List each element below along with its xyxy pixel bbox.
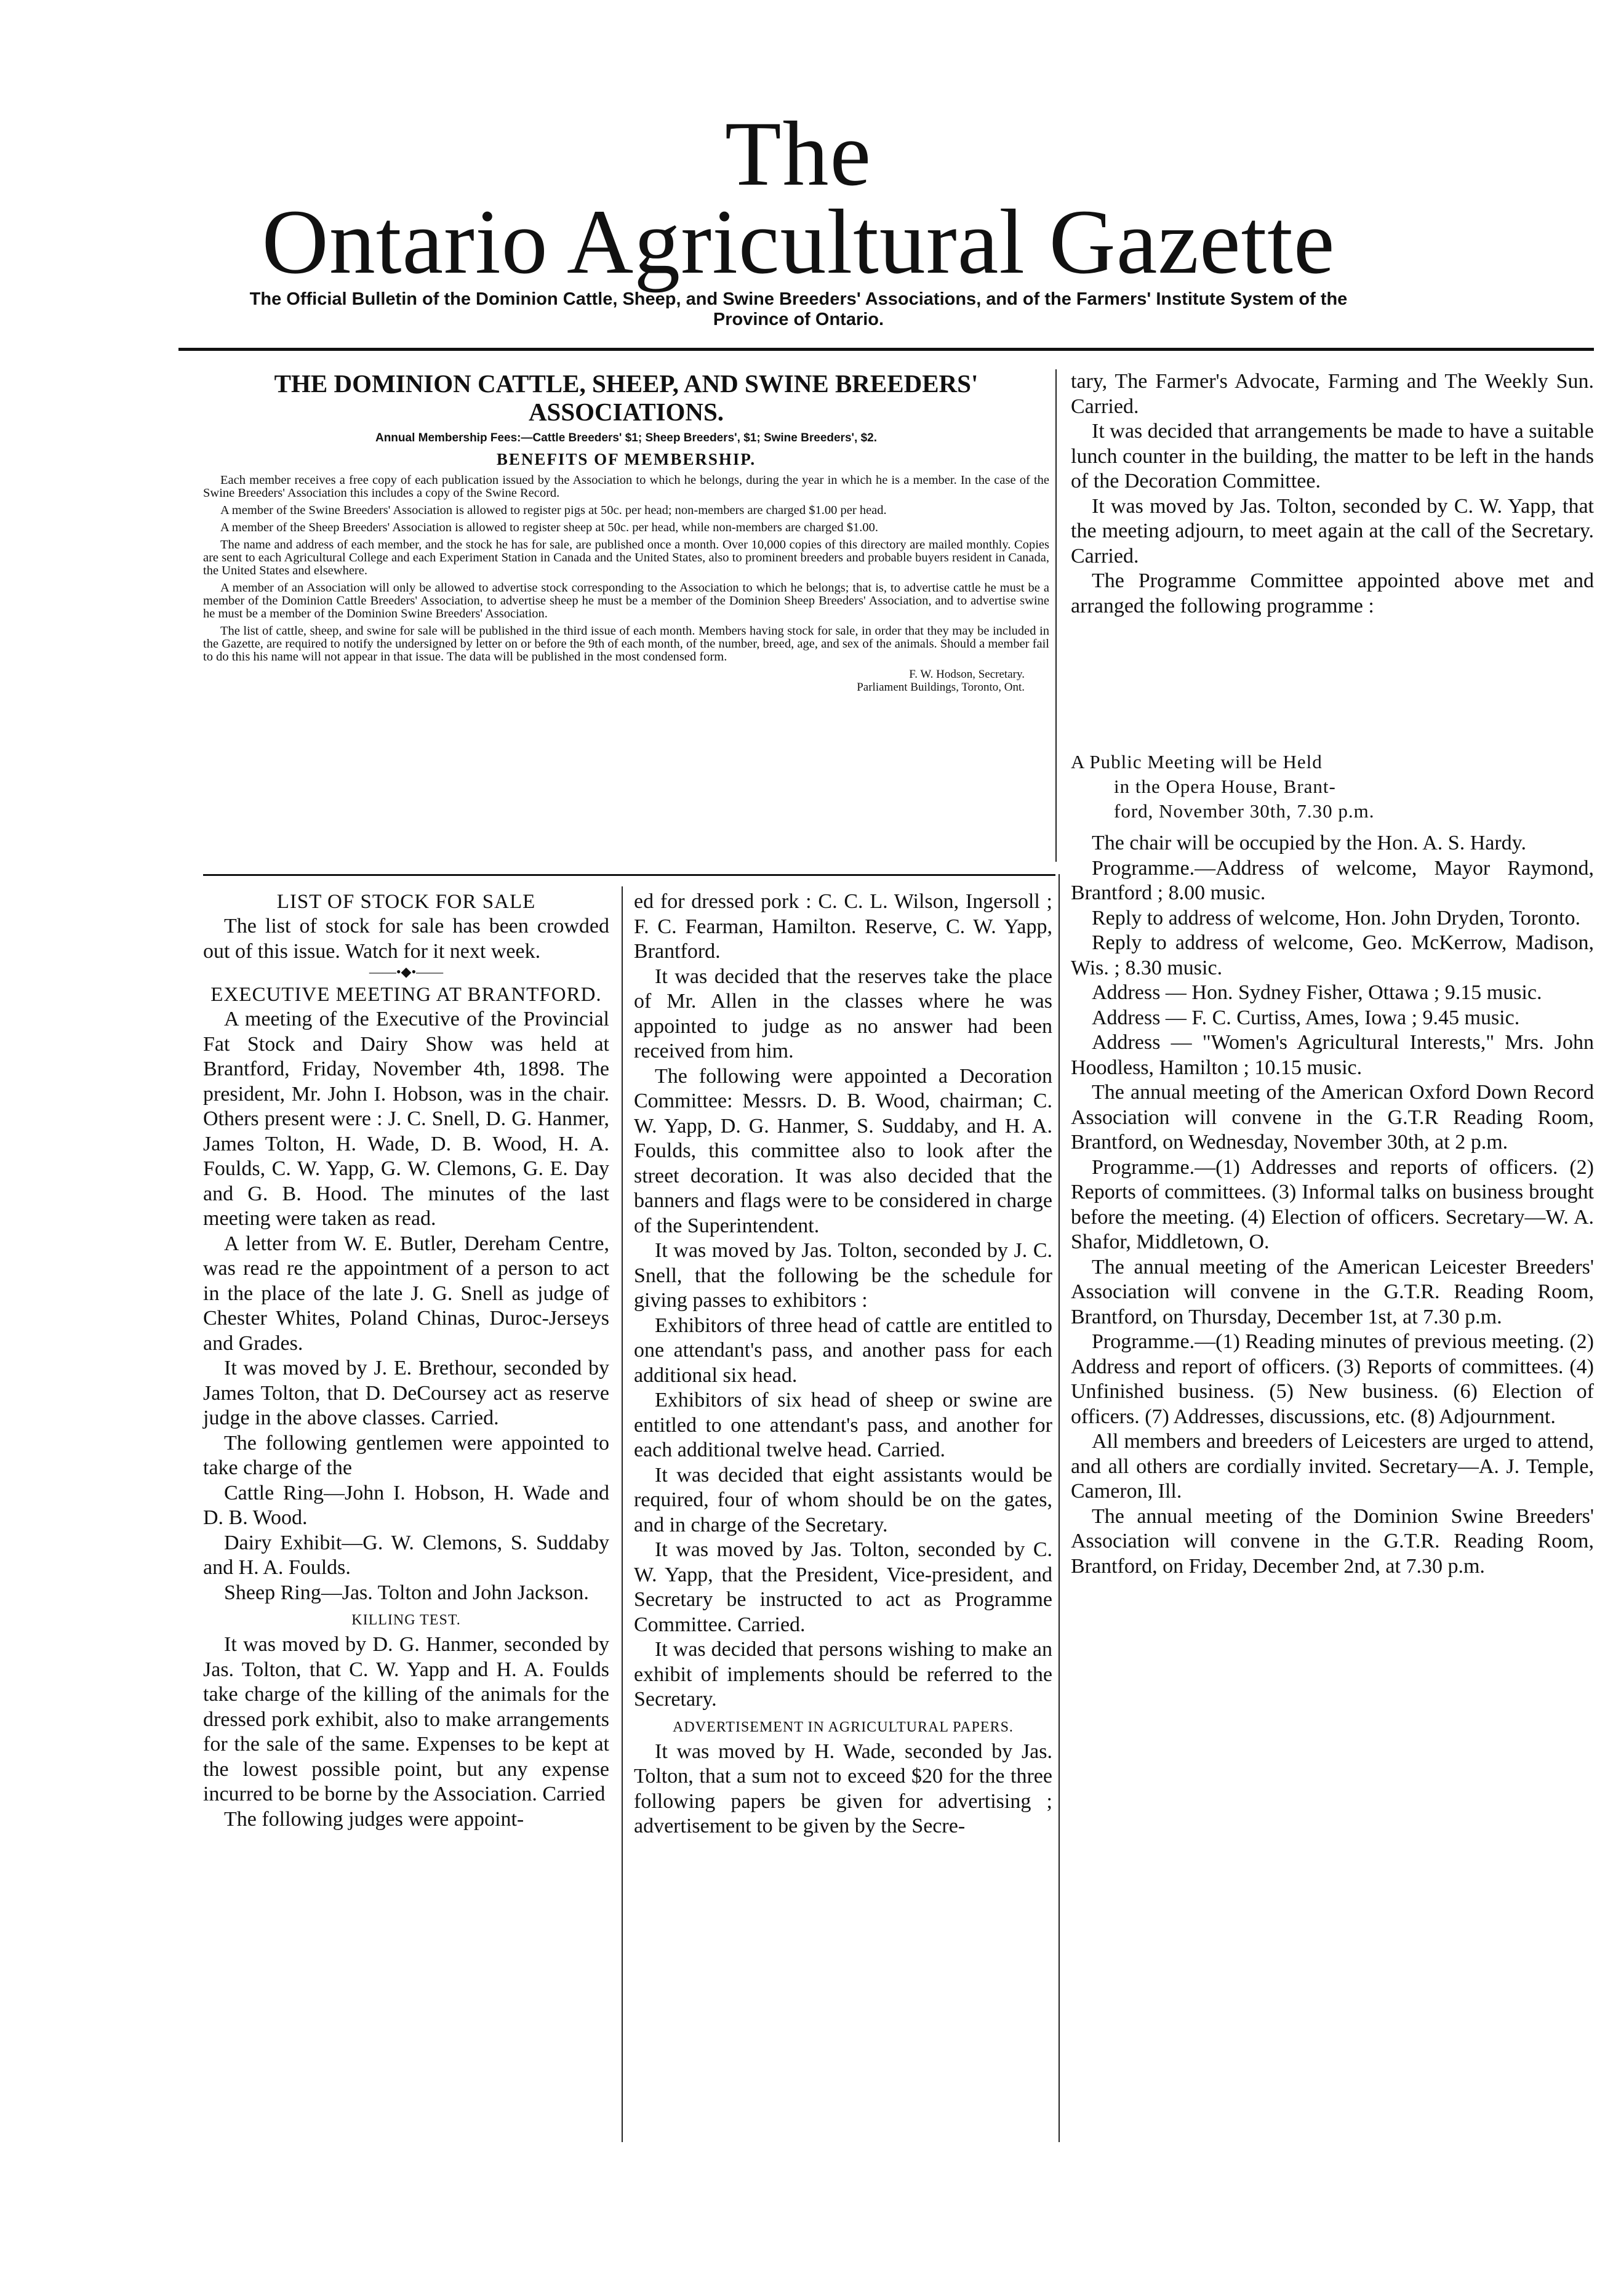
- membership-notice: [203, 369, 1049, 862]
- paragraph: Programme.—Address of welcome, Mayor Raymond, Brantford ; 8.00 music.: [1071, 856, 1594, 904]
- column-rule: [1059, 874, 1060, 2142]
- notice-fees: Annual Membership Fees:—Cattle Breeders' $1; Sheep Breeders', $1; Swine Breeders', $2.: [375, 432, 878, 444]
- paragraph: All members and breeders of Leicesters are urged to attend, and all others are cordially invited. Secretary—A. J. Temple, Cameron, Ill.: [1071, 1430, 1594, 1503]
- paragraph: It was decided that eight assistants would be required, four of whom should be on the gates, and in charge of the Secretary.: [634, 1463, 1052, 1536]
- column-three-top: [1071, 369, 1594, 619]
- paragraph: The annual meeting of the American Oxford Down Record Association will convene in the G.T.R Reading Room, Brantford, on Wednesday, November 30th, at 2 p.m.: [1071, 1081, 1594, 1154]
- notice-paragraph: The list of cattle, sheep, and swine for sale will be published in the third issue of each month. Members having stock for sale, in order that they may be included in the Gazette, are required to notify the undersigned by letter on or before the 9th of each month, of the number, breed, age, and sex of the animals. Should a member fail to do this his name will not appear in that issue. The data will be published in the most condensed form.: [203, 624, 1049, 664]
- column-one: [203, 889, 609, 1832]
- paragraph: It was moved by D. G. Hanmer, seconded by Jas. Tolton, that C. W. Yapp and H. A. Foulds take charge of the killing of the animals for the dressed pork exhibit, also to make arrangements for the sale of the same. Expenses to be kept at the lowest possible point, but any expense incurred to be borne by the Association. Carried: [203, 1633, 609, 1805]
- signature-address: Parliament Buildings, Toronto, Ont.: [857, 681, 1025, 694]
- advertisement-heading: ADVERTISEMENT IN AGRICULTURAL PAPERS.: [673, 1719, 1014, 1735]
- paragraph: Programme.—(1) Addresses and reports of officers. (2) Reports of committees. (3) Informal talks on business brought before the meeting. (4) Election of officers. Secretary—W. A. Shafor, Middletown, O.: [1071, 1155, 1594, 1253]
- public-meeting-notice: [1071, 750, 1594, 824]
- column-rule: [622, 886, 623, 2142]
- paragraph: It was moved by Jas. Tolton, seconded by J. C. Snell, that the following be the schedule for giving passes to exhibitors :: [634, 1239, 1052, 1312]
- notice-paragraph: A member of an Association will only be allowed to advertise stock corresponding to the Association to which he belongs; that is, to advertise cattle he must be a member of the Dominion Cattle Breeders' Association, to advertise sheep he must be a member of the Dominion Sheep Breeders' Association, and to advertise swine he must be a member of the Dominion Swine Breeders' Association.: [203, 581, 1049, 620]
- paragraph: Programme.—(1) Reading minutes of previous meeting. (2) Address and report of officers. (3) Reports of committees. (4) Unfinished business. (5) New business. (6) Election of officers. (7) Addresses, discussions, etc. (8) Adjournment.: [1071, 1330, 1594, 1428]
- paragraph: A letter from W. E. Butler, Dereham Centre, was read re the appointment of a person to act in the place of the late J. G. Snell as judge of Chester Whites, Poland Chinas, Duroc-Jerseys and Grades.: [203, 1232, 609, 1355]
- ornament-divider: ——•◆•——: [369, 964, 444, 979]
- signature-name: F. W. Hodson, Secretary.: [909, 668, 1025, 681]
- paragraph: The Programme Committee appointed above met and arranged the following programme :: [1071, 569, 1594, 617]
- box-bottom-rule: [203, 874, 1055, 876]
- paragraph: Exhibitors of six head of sheep or swine are entitled to one attendant's pass, and another for each additional twelve head. Carried.: [634, 1389, 1052, 1461]
- benefits-heading: BENEFITS OF MEMBERSHIP.: [496, 450, 756, 468]
- paragraph: Sheep Ring—Jas. Tolton and John Jackson.: [224, 1581, 589, 1604]
- executive-heading: EXECUTIVE MEETING AT BRANTFORD.: [210, 984, 602, 1006]
- paragraph: Exhibitors of three head of cattle are entitled to one attendant's pass, and another pass for each additional six head.: [634, 1314, 1052, 1387]
- paragraph: tary, The Farmer's Advocate, Farming and The Weekly Sun. Carried.: [1071, 370, 1594, 418]
- paragraph: The following judges were appoint-: [224, 1807, 524, 1831]
- notice-heading: THE DOMINION CATTLE, SHEEP, AND SWINE BREEDERS' ASSOCIATIONS.: [274, 369, 979, 426]
- paragraph: The following were appointed a Decoration Committee: Messrs. D. B. Wood, chairman; C. W. Yapp, D. G. Hanmer, S. Suddaby, and H. A. Foulds, this committee also to look after the street decoration. It was also decided that the banners and flags were to be considered in charge of the Superintendent.: [634, 1064, 1052, 1237]
- paragraph: The annual meeting of the Dominion Swine Breeders' Association will convene in the G.T.R. Reading Room, Brantford, on Friday, December 2nd, at 7.30 p.m.: [1071, 1504, 1594, 1578]
- paragraph: It was moved by J. E. Brethour, seconded by James Tolton, that D. DeCoursey act as reserve judge in the above classes. Carried.: [203, 1357, 609, 1429]
- paragraph: Cattle Ring—John I. Hobson, H. Wade and D. B. Wood.: [203, 1481, 609, 1529]
- notice-signature: [203, 668, 1025, 694]
- paragraph: The chair will be occupied by the Hon. A. S. Hardy.: [1092, 832, 1526, 854]
- public-meeting-line: ford, November 30th, 7.30 p.m.: [1114, 800, 1375, 822]
- paragraph: A meeting of the Executive of the Provincial Fat Stock and Dairy Show was held at Brantford, Friday, November 4th, 1898. The president, Mr. John I. Hobson, was in the chair. Others present were : J. C. Snell, D. G. Hanmer, James Tolton, H. Wade, D. B. Wood, H. A. Foulds, C. W. Yapp, G. W. Clemons, G. E. Day and G. B. Hood. The minutes of the last meeting were taken as read.: [203, 1008, 609, 1230]
- notice-paragraph: A member of the Swine Breeders' Association is allowed to register pigs at 50c. per head; non-members are charged $1.00 per head.: [220, 504, 887, 517]
- column-rule: [1055, 369, 1057, 862]
- masthead-title-the: The: [724, 103, 873, 205]
- masthead-rule: [178, 348, 1594, 351]
- paragraph: Dairy Exhibit—G. W. Clemons, S. Suddaby and H. A. Foulds.: [203, 1531, 609, 1579]
- public-meeting-line: in the Opera House, Brant-: [1114, 776, 1336, 797]
- column-two: [634, 889, 1052, 1839]
- paragraph: The annual meeting of the American Leicester Breeders' Association will convene in the G.T.R. Reading Room, Brantford, on Thursday, December 1st, at 7.30 p.m.: [1071, 1255, 1594, 1328]
- paragraph: Address — "Women's Agricultural Interests," Mrs. John Hoodless, Hamilton ; 10.15 music.: [1071, 1031, 1594, 1079]
- masthead-title: Ontario Agricultural Gazette: [262, 191, 1335, 293]
- column-three: [1071, 739, 1594, 1579]
- notice-paragraph: Each member receives a free copy of each publication issued by the Association to which he belongs, during the year in which he is a member. In the case of the Swine Breeders' Association this includes a copy of the Swine Record.: [203, 473, 1049, 500]
- notice-paragraph: The name and address of each member, and the stock he has for sale, are published once a month. Over 10,000 copies of this directory are mailed monthly. Copies are sent to each Agricultural College and each Experiment Station in Canada and the United States, also to prominent breeders and probable buyers resident in Canada, the United States and elsewhere.: [203, 538, 1049, 577]
- paragraph: The following gentlemen were appointed to take charge of the: [203, 1431, 609, 1479]
- paragraph: Address — F. C. Curtiss, Ames, Iowa ; 9.45 music.: [1092, 1006, 1520, 1029]
- paragraph: Address — Hon. Sydney Fisher, Ottawa ; 9.15 music.: [1092, 981, 1542, 1004]
- paragraph: Reply to address of welcome, Hon. John Dryden, Toronto.: [1092, 906, 1580, 929]
- paragraph: It was moved by H. Wade, seconded by Jas. Tolton, that a sum not to exceed $20 for the three following papers be given for advertising ; advertisement to be given by the Secre-: [634, 1740, 1052, 1837]
- public-meeting-line: A Public Meeting will be Held: [1071, 751, 1323, 773]
- paragraph: It was moved by Jas. Tolton, seconded by C. W. Yapp, that the President, Vice-president, and Secretary be instructed to act as Programme Committee. Carried.: [634, 1538, 1052, 1636]
- paragraph: It was decided that persons wishing to make an exhibit of implements should be referred to the Secretary.: [634, 1638, 1052, 1711]
- killing-test-heading: KILLING TEST.: [351, 1612, 461, 1628]
- paragraph: It was moved by Jas. Tolton, seconded by C. W. Yapp, that the meeting adjourn, to meet again at the call of the Secretary. Carried.: [1071, 494, 1594, 568]
- paragraph: Reply to address of welcome, Geo. McKerrow, Madison, Wis. ; 8.30 music.: [1071, 931, 1594, 979]
- notice-paragraph: A member of the Sheep Breeders' Association is allowed to register sheep at 50c. per head, while non-members are charged $1.00.: [220, 521, 878, 534]
- paragraph: It was decided that the reserves take the place of Mr. Allen in the classes where he was appointed to judge as no answer had been received from him.: [634, 965, 1052, 1062]
- paragraph: It was decided that arrangements be made to have a suitable lunch counter in the building, the matter to be left in the hands of the Decoration Committee.: [1071, 420, 1594, 492]
- stock-heading: LIST OF STOCK FOR SALE: [276, 891, 536, 913]
- masthead-subtitle: The Official Bulletin of the Dominion Cattle, Sheep, and Swine Breeders' Associations, and of the Farmers' Institute System of the Province of Ontario.: [249, 289, 1348, 329]
- paragraph: ed for dressed pork : C. C. L. Wilson, Ingersoll ; F. C. Fearman, Hamilton. Reserve, C. W. Yapp, Brantford.: [634, 890, 1052, 963]
- paragraph: The list of stock for sale has been crowded out of this issue. Watch for it next week.: [203, 915, 609, 963]
